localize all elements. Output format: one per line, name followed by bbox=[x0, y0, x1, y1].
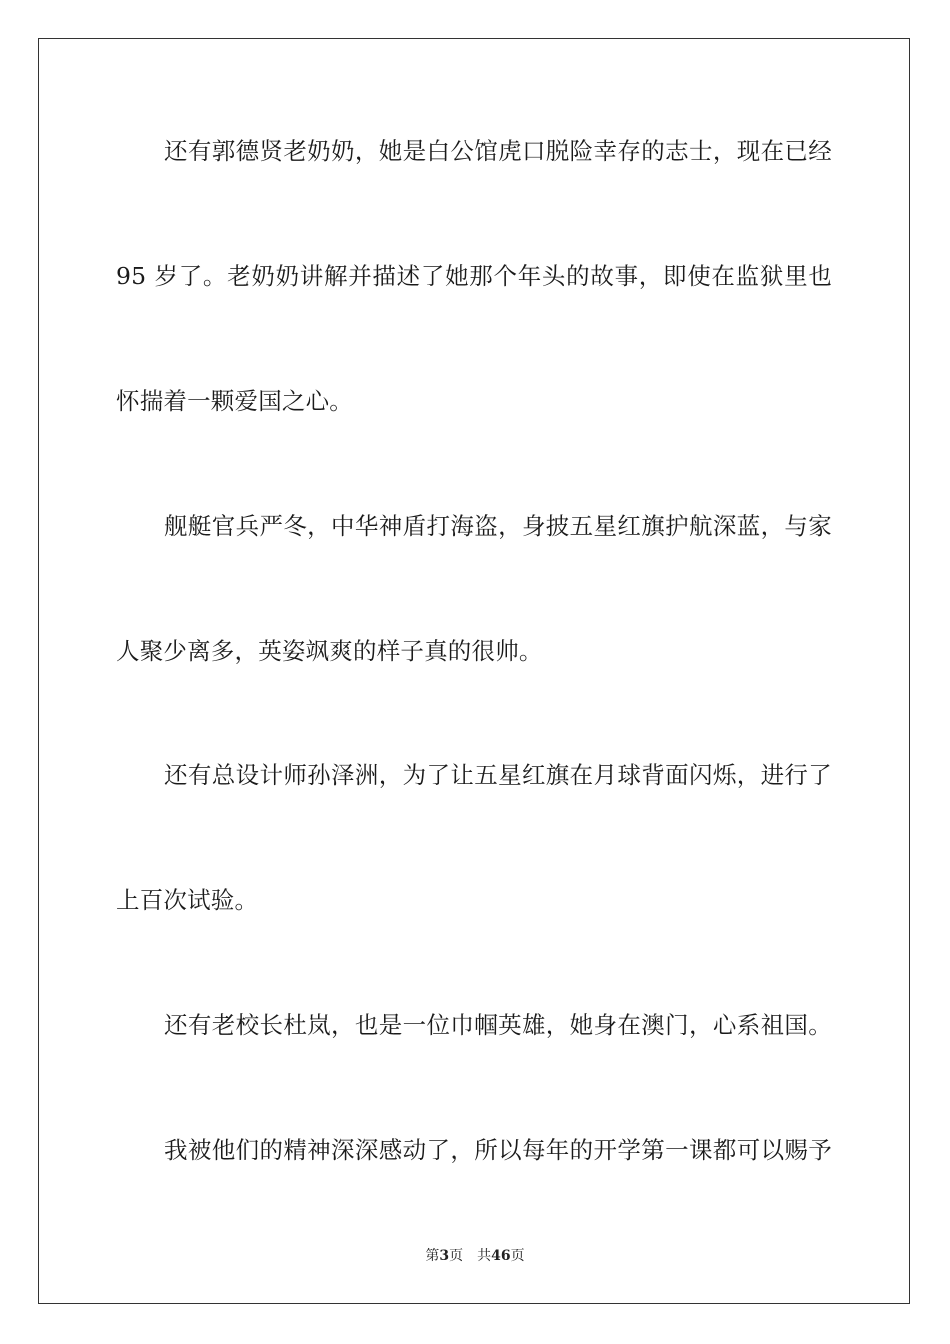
page-footer bbox=[0, 1246, 950, 1266]
footer-page-suffix: 页 bbox=[449, 1248, 464, 1264]
text-line: 怀揣着一颗爱国之心。 bbox=[116, 387, 353, 415]
text-line: 我被他们的精神深深感动了，所以每年的开学第一课都可以赐予 bbox=[164, 1136, 832, 1164]
footer-total-suffix: 页 bbox=[510, 1248, 525, 1264]
text-line: 还有郭德贤老奶奶，她是白公馆虎口脱险幸存的志士，现在已经 bbox=[164, 137, 832, 165]
footer-page-prefix: 第 bbox=[425, 1248, 440, 1264]
footer-current-page: 3 bbox=[439, 1248, 450, 1264]
text-line: 人聚少离多，英姿飒爽的样子真的很帅。 bbox=[116, 637, 543, 665]
page-border bbox=[38, 38, 910, 1304]
text-line: 舰艇官兵严冬，中华神盾打海盗，身披五星红旗护航深蓝，与家 bbox=[164, 512, 832, 540]
text-line: 95 岁了。老奶奶讲解并描述了她那个年头的故事，即使在监狱里也 bbox=[116, 262, 832, 290]
text-line: 还有老校长杜岚，也是一位巾帼英雄，她身在澳门，心系祖国。 bbox=[164, 1011, 832, 1039]
footer-total-prefix: 共 bbox=[477, 1248, 492, 1264]
footer-total-pages: 46 bbox=[491, 1248, 511, 1264]
text-line: 还有总设计师孙泽洲，为了让五星红旗在月球背面闪烁，进行了 bbox=[164, 761, 832, 789]
text-line: 上百次试验。 bbox=[116, 886, 259, 914]
